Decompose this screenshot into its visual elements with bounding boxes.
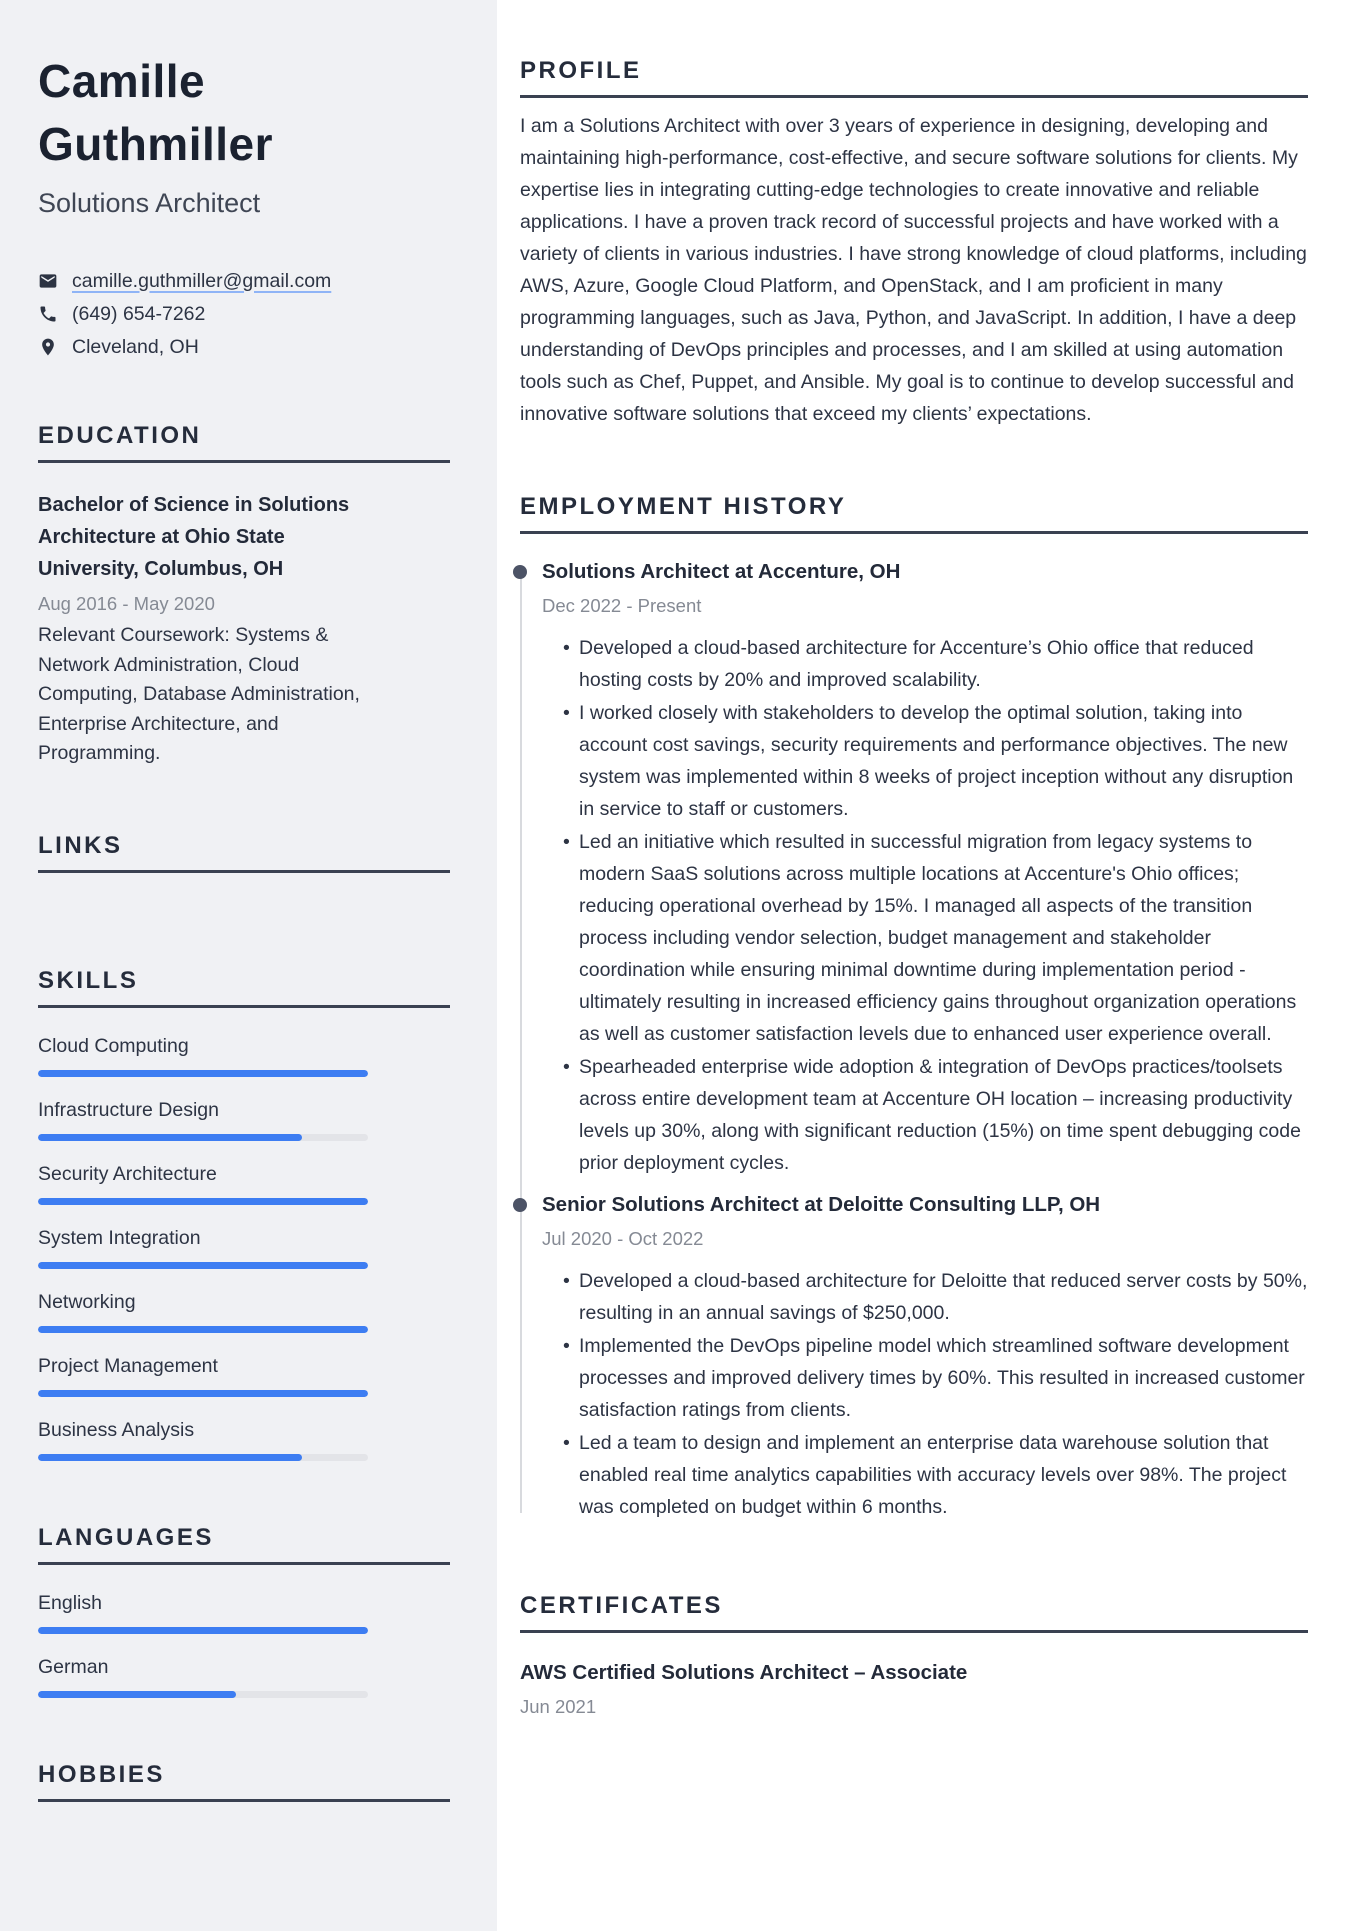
skills-section — [38, 968, 450, 1461]
education-description: Relevant Coursework: Systems & Network Administration, Cloud Computing, Database Administration, Enterprise Architecture, and Programming. — [38, 624, 360, 764]
skill-row — [38, 1162, 450, 1205]
job-title-text: Senior Solutions Architect at Deloitte Consulting LLP, OH — [542, 1193, 1101, 1216]
profile-heading: PROFILE — [520, 58, 1308, 98]
main-column — [497, 0, 1366, 1931]
skill-label: Project Management — [38, 1354, 218, 1377]
job-dates: Jul 2020 - Oct 2022 — [542, 1228, 704, 1249]
skill-meter-fill — [38, 1262, 368, 1269]
skill-row — [38, 1034, 450, 1077]
job-bullet-item — [563, 1330, 1308, 1426]
timeline-dot-icon — [513, 1198, 527, 1212]
job-bullet-text: I worked closely with stakeholders to develop the optimal solution, taking into account cost savings, security requirements and performance objectives. The new system was implemented within 8 weeks of project inception without any disruption in service to staff or customers. — [579, 702, 1294, 820]
skill-label: Infrastructure Design — [38, 1098, 219, 1121]
job-bullet-item — [563, 1265, 1308, 1329]
links-heading: LINKS — [38, 833, 450, 873]
languages-section — [38, 1525, 450, 1698]
skill-row — [38, 1226, 450, 1269]
certificate-dates: Jun 2021 — [520, 1696, 597, 1717]
language-meter-fill — [38, 1627, 368, 1634]
job-bullet-text: Developed a cloud-based architecture for Accenture’s Ohio office that reduced hosting costs by 20% and improved scalability. — [579, 637, 1254, 691]
skill-meter-fill — [38, 1326, 368, 1333]
job-bullet-text: Implemented the DevOps pipeline model which streamlined software development processes and improved delivery times by 60%. This resulted in increased customer satisfaction ratings from clients. — [579, 1335, 1305, 1421]
skill-label: Networking — [38, 1290, 136, 1313]
skills-heading: SKILLS — [38, 968, 450, 1008]
contact-location-row — [38, 335, 450, 359]
person-job-title: Solutions Architect — [38, 188, 261, 218]
education-section — [38, 423, 450, 769]
job-bullet-item — [563, 826, 1308, 1050]
skill-label: Cloud Computing — [38, 1034, 189, 1057]
contact-phone-row — [38, 302, 450, 326]
job-bullets — [563, 1265, 1308, 1523]
job-bullet-item — [563, 1427, 1308, 1523]
location-text: Cleveland, OH — [72, 335, 199, 358]
job-bullet-text: Led a team to design and implement an enterprise data warehouse solution that enabled real time analytics capabilities with accuracy levels over 98%. The project was completed on budget within 6 months. — [579, 1432, 1287, 1518]
education-degree: Bachelor of Science in Solutions Architecture at Ohio State University, Columbus, OH — [38, 494, 350, 580]
education-dates: Aug 2016 - May 2020 — [38, 593, 215, 614]
certificates-list — [520, 1659, 1308, 1719]
skill-label: Security Architecture — [38, 1162, 217, 1185]
email-icon — [38, 271, 58, 291]
job-bullet-text: Spearheaded enterprise wide adoption & integration of DevOps practices/toolsets across entire development team at Accenture OH location – increasing productivity levels up 30%, along with significant reduction (15%) on time spent debugging code prior deployment cycles. — [579, 1056, 1301, 1174]
skill-row — [38, 1418, 450, 1461]
job-bullet-item — [563, 632, 1308, 696]
language-meter-fill — [38, 1691, 236, 1698]
employment-timeline — [520, 558, 1308, 1523]
skill-meter-fill — [38, 1390, 368, 1397]
job-dates: Dec 2022 - Present — [542, 595, 702, 616]
certificates-heading: CERTIFICATES — [520, 1593, 1308, 1633]
skill-meter-fill — [38, 1198, 368, 1205]
job-bullet-text: Developed a cloud-based architecture for Deloitte that reduced server costs by 50%, resulting in an annual savings of $250,000. — [579, 1270, 1308, 1324]
phone-icon — [38, 304, 58, 324]
job-entry — [542, 1191, 1308, 1523]
links-section — [38, 833, 450, 904]
location-pin-icon — [38, 337, 58, 357]
certificate-title: AWS Certified Solutions Architect – Associate — [520, 1661, 968, 1684]
skill-row — [38, 1354, 450, 1397]
skill-meter-track — [38, 1070, 368, 1077]
timeline-dot-icon — [513, 565, 527, 579]
email-link[interactable]: camille.guthmiller@gmail.com — [72, 269, 332, 292]
skill-row — [38, 1290, 450, 1333]
language-meter-track — [38, 1627, 368, 1634]
skill-meter-fill — [38, 1134, 302, 1141]
certificate-entry — [520, 1659, 1308, 1719]
language-meter-track — [38, 1691, 368, 1698]
job-title — [542, 1191, 1308, 1219]
hobbies-heading: HOBBIES — [38, 1762, 450, 1802]
job-title-text: Solutions Architect at Accenture, OH — [542, 560, 901, 583]
skill-meter-track — [38, 1198, 368, 1205]
skill-meter-track — [38, 1390, 368, 1397]
sidebar — [0, 0, 497, 1931]
skills-list — [38, 1034, 450, 1461]
profile-text: I am a Solutions Architect with over 3 years of experience in designing, developing and maintaining high-performance, cost-effective, and secure software solutions for clients. My expertise lies in integrating cutting-edge technologies to create innovative and reliable applications. I have a proven track record of successful projects and have worked with a variety of clients in various industries. I have strong knowledge of cloud platforms, including AWS, Azure, Google Cloud Platform, and OpenStack, and I am proficient in many programming languages, such as Java, Python, and JavaScript. In addition, I have a deep understanding of DevOps principles and processes, and I am skilled at using automation tools such as Chef, Puppet, and Ansible. My goal is to continue to develop successful and innovative software solutions that exceed my clients’ expectations. — [520, 115, 1307, 425]
skill-meter-fill — [38, 1070, 368, 1077]
skill-meter-track — [38, 1134, 368, 1141]
phone-number: (649) 654-7262 — [72, 302, 206, 325]
skill-label: Business Analysis — [38, 1418, 195, 1441]
languages-list — [38, 1591, 450, 1698]
contact-block — [38, 269, 450, 359]
job-bullet-text: Led an initiative which resulted in successful migration from legacy systems to modern SaaS solutions across multiple locations at Accenture's Ohio offices; reducing operational overhead by 15%. I managed all aspects of the transition process including vendor selection, budget management and stakeholder coordination while ensuring minimal downtime during implementation period - ultimately resulting in increased efficiency gains throughout organization operations as well as customer satisfaction levels due to enhanced user experience overall. — [579, 831, 1297, 1045]
language-row — [38, 1591, 450, 1634]
job-bullet-item — [563, 697, 1308, 825]
job-bullet-item — [563, 1051, 1308, 1179]
person-name: Camille Guthmiller — [38, 55, 274, 170]
skill-meter-fill — [38, 1454, 302, 1461]
languages-heading: LANGUAGES — [38, 1525, 450, 1565]
job-title — [542, 558, 1308, 586]
skill-meter-track — [38, 1454, 368, 1461]
education-heading: EDUCATION — [38, 423, 450, 463]
skill-label: System Integration — [38, 1226, 201, 1249]
skill-row — [38, 1098, 450, 1141]
contact-email-row — [38, 269, 450, 293]
hobbies-section — [38, 1762, 450, 1802]
links-list — [38, 873, 450, 904]
language-row — [38, 1655, 450, 1698]
skill-meter-track — [38, 1262, 368, 1269]
job-bullets — [563, 632, 1308, 1179]
job-entry — [542, 558, 1308, 1179]
employment-heading: EMPLOYMENT HISTORY — [520, 494, 1308, 534]
language-label: English — [38, 1591, 102, 1614]
language-label: German — [38, 1655, 109, 1678]
skill-meter-track — [38, 1326, 368, 1333]
